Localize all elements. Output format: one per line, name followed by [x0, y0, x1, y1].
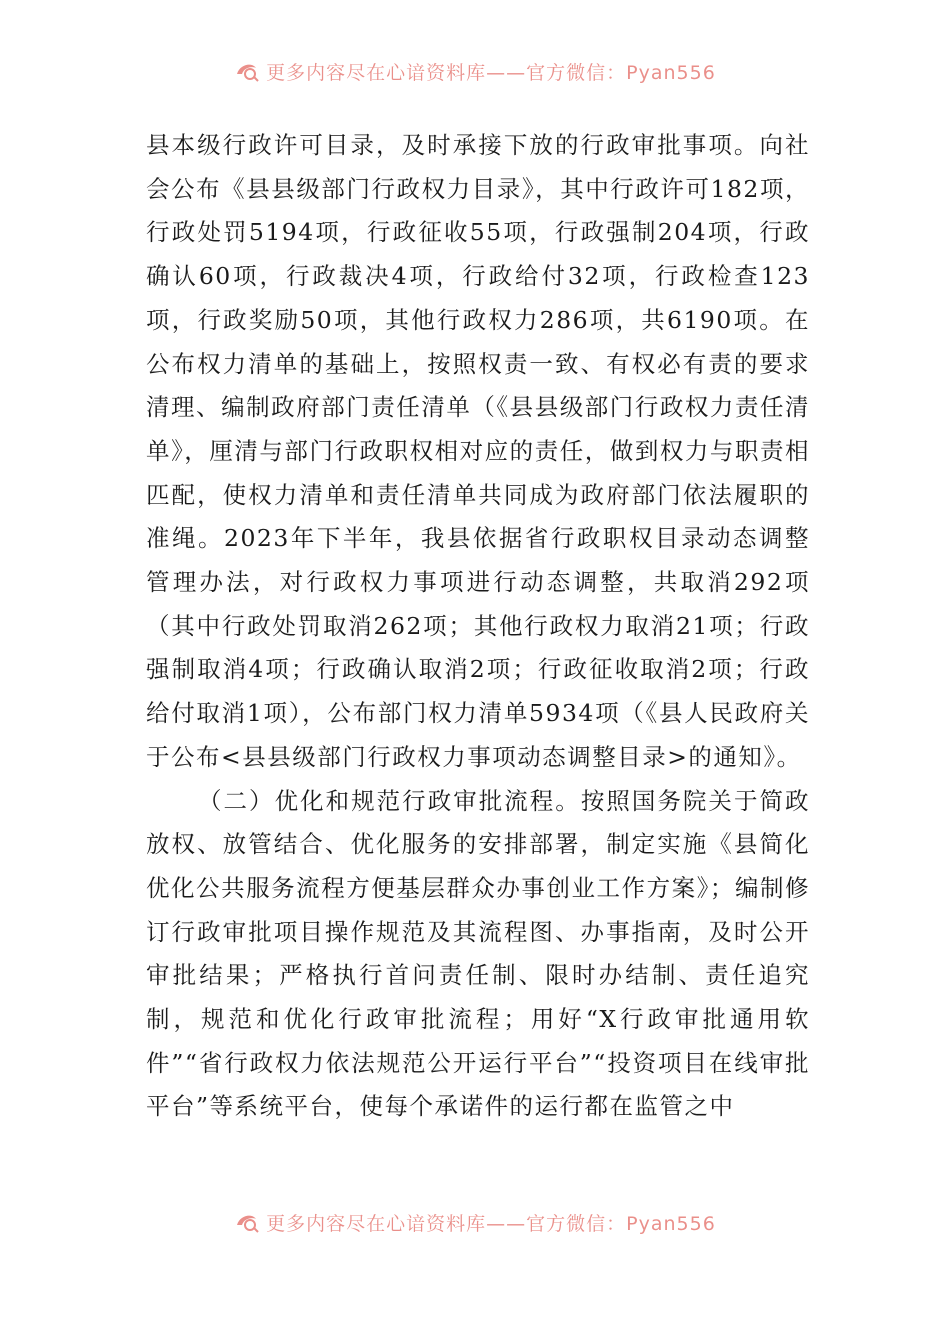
watermark-text: 更多内容尽在心谙资料库——官方微信：Pyan556	[266, 1212, 716, 1235]
watermark-text: 更多内容尽在心谙资料库——官方微信：Pyan556	[266, 61, 716, 84]
paragraph-approval-process: （二）优化和规范行政审批流程。按照国务院关于简政放权、放管结合、优化服务的安排部署，制定实施《县简化优化公共服务流程方便基层群众办事创业工作方案》；编制修订行政审批项目操作规范及其流程图、办事指南，及时公开审批结果；严格执行首问责任制、限时办结制、责任追究制，规范和优化行政审批流程；用好“X行政审批通用软件”“省行政权力依法规范公开运行平台”“投资项目在线审批平台”等系统平台，使每个承诺件的运行都在监管之中	[146, 786, 810, 1121]
document-body	[146, 124, 810, 1129]
paragraph-permission-list: 县本级行政许可目录，及时承接下放的行政审批事项。向社会公布《县县级部门行政权力目录》，其中行政许可182项，行政处罚5194项，行政征收55项，行政强制204项，行政确认60项，行政裁决4项，行政给付32项，行政检查123项，行政奖励50项，其他行政权力286项，共6190项。在公布权力清单的基础上，按照权责一致、有权必有责的要求清理、编制政府部门责任清单（《县县级部门行政权力责任清单》，厘清与部门行政职权相对应的责任，做到权力与职责相匹配，使权力清单和责任清单共同成为政府部门依法履职的准绳。2023年下半年，我县依据省行政职权目录动态调整管理办法，对行政权力事项进行动态调整，共取消292项（其中行政处罚取消262项；其他行政权力取消21项；行政强制取消4项；行政确认取消2项；行政征收取消2项；行政给付取消1项），公布部门权力清单5934项（《县人民政府关于公布<县县级部门行政权力事项动态调整目录>的通知》。	[146, 131, 810, 771]
watermark-logo-icon	[234, 60, 260, 82]
header-watermark	[0, 56, 950, 86]
footer-watermark	[0, 1207, 950, 1237]
watermark-logo-icon	[234, 1211, 260, 1233]
